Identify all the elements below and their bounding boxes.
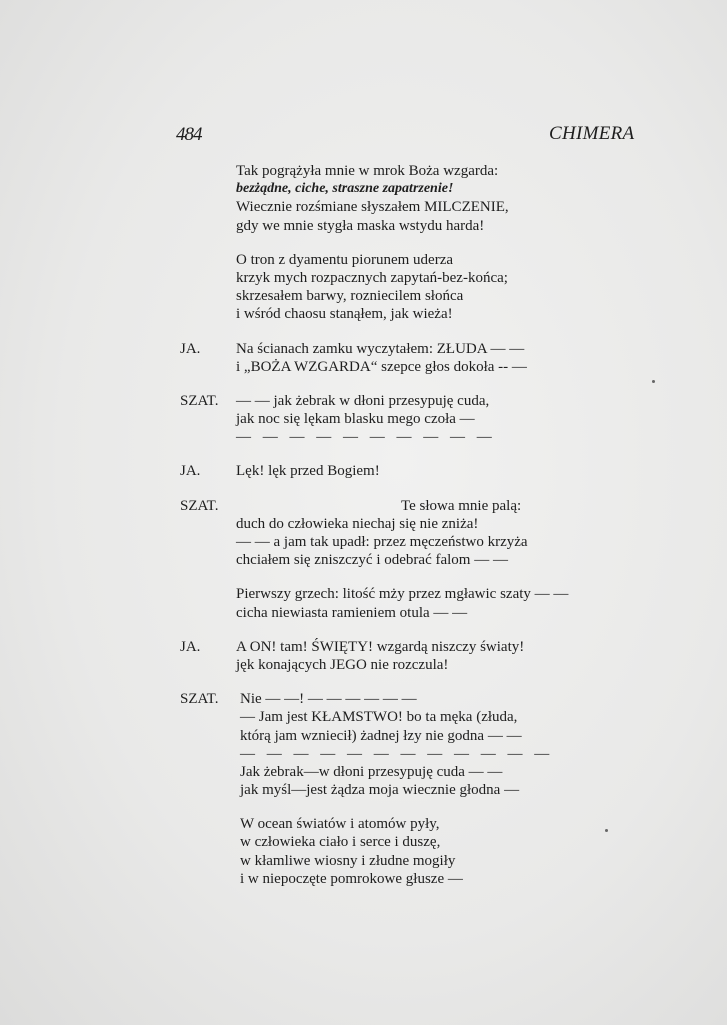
- speaker-label: [180, 870, 236, 888]
- speaker-label: [180, 358, 236, 376]
- speaker-label: [180, 269, 236, 287]
- speaker-label: [180, 727, 236, 745]
- verse-row: [180, 251, 650, 269]
- verse-row: [180, 515, 650, 533]
- speaker-label: [180, 815, 236, 833]
- speaker-label: SZAT.: [180, 691, 219, 708]
- dialogue-block: [180, 392, 650, 447]
- speaker-label: [180, 585, 236, 603]
- verse-line: Tak pogrążyła mnie w mrok Boża wzgarda:: [236, 163, 499, 179]
- dialogue-block: [180, 497, 650, 570]
- page-number: 484: [176, 124, 202, 145]
- speaker-label: [180, 217, 236, 235]
- speaker-label: [180, 162, 236, 180]
- verse-line: Pierwszy grzech: litość mży przez mgławic szaty — —: [236, 586, 569, 603]
- verse-line: duch do człowieka niechaj się nie zniża!: [236, 515, 479, 532]
- verse-line: bezżądne, ciche, straszne zapatrzenie!: [236, 181, 454, 197]
- speaker-label: [180, 428, 236, 446]
- speaker-label: [180, 515, 236, 533]
- verse-row: [180, 638, 650, 656]
- verse-line: — — jak żebrak w dłoni przesypuję cuda,: [236, 392, 490, 409]
- speaker-label: SZAT.: [180, 392, 219, 409]
- verse-line: Nie — —! — — — — — —: [240, 691, 417, 708]
- verse-row: [180, 217, 650, 235]
- speaker-label: [180, 852, 236, 870]
- dialogue-block: [180, 462, 650, 480]
- running-head: CHIMERA: [549, 123, 635, 144]
- dialogue-block: [180, 638, 650, 674]
- verse-line: Te słowa mnie palą:: [401, 497, 522, 514]
- dash-line: — — — — — — — — — — — —: [240, 745, 554, 762]
- verse-row: [180, 533, 650, 551]
- stanza: [180, 815, 650, 888]
- verse-row: [180, 833, 650, 851]
- verse-row: [180, 428, 650, 446]
- verse-line: Lęk! lęk przed Bogiem!: [236, 463, 380, 480]
- paper-speck: [605, 829, 608, 832]
- verse-row: [180, 708, 650, 726]
- verse-row: [180, 358, 650, 376]
- speaker-label: [180, 551, 236, 569]
- verse-line: Wiecznie rozśmiane słyszałem MILCZENIE,: [236, 199, 509, 216]
- speaker-label: JA.: [180, 340, 201, 357]
- paper-speck: [652, 380, 655, 383]
- verse-line: Na ścianach zamku wyczytałem: ZŁUDA — —: [236, 340, 525, 357]
- verse-line: A ON! tam! ŚWIĘTY! wzgardą niszczy światy!: [236, 638, 525, 655]
- verse-row: [180, 852, 650, 870]
- speaker-label: [180, 833, 236, 851]
- speaker-label: [180, 745, 236, 763]
- verse-line: skrzesałem barwy, rozniecilem słońca: [236, 288, 464, 305]
- verse-row: [180, 870, 650, 888]
- verse-row: [180, 180, 650, 198]
- speaker-label: SZAT.: [180, 497, 219, 514]
- speaker-label: [180, 763, 236, 781]
- verse-row: [180, 162, 650, 180]
- dialogue-block: [180, 340, 650, 376]
- verse-line: W ocean światów i atomów pyły,: [240, 816, 440, 833]
- verse-line: i wśród chaosu stanąłem, jak wieża!: [236, 306, 453, 323]
- verse-row: [180, 198, 650, 216]
- verse-row: [180, 656, 650, 674]
- speaker-label: [180, 656, 236, 674]
- stanza: [180, 251, 650, 324]
- speaker-label: [180, 251, 236, 269]
- verse-row: [180, 551, 650, 569]
- verse-row: [180, 287, 650, 305]
- verse-row: [180, 727, 650, 745]
- verse-line: gdy we mnie stygła maska wstydu harda!: [236, 217, 485, 234]
- verse-row: [180, 340, 650, 358]
- verse-line: którą jam wzniecił) żadnej łzy nie godna — —: [240, 727, 522, 744]
- verse-row: [180, 392, 650, 410]
- verse-line: w człowieka ciało i serce i duszę,: [240, 834, 441, 851]
- speaker-label: JA.: [180, 463, 201, 480]
- dialogue-block: [180, 690, 650, 799]
- speaker-label: [180, 781, 236, 799]
- verse-line: O tron z dyamentu piorunem uderza: [236, 251, 454, 268]
- speaker-label: [180, 604, 236, 622]
- verse-row: [180, 497, 650, 515]
- stanza: [180, 585, 650, 621]
- verse-line: jak myśl—jest żądza moja wiecznie głodna —: [240, 782, 520, 799]
- verse-line: cicha niewiasta ramieniem otula — —: [236, 604, 468, 621]
- verse-row: [180, 410, 650, 428]
- verse-line: jak noc się lękam blasku mego czoła —: [236, 411, 475, 428]
- speaker-label: [180, 180, 236, 198]
- dash-line: — — — — — — — — — —: [236, 429, 496, 446]
- verse-line: i „BOŻA WZGARDA“ szepce głos dokoła -- —: [236, 358, 527, 375]
- verse-line: w kłamliwe wiosny i złudne mogiły: [240, 852, 456, 869]
- verse-row: [180, 604, 650, 622]
- stanza: [180, 162, 650, 235]
- speaker-label: [180, 305, 236, 323]
- verse-row: [180, 781, 650, 799]
- verse-row: [180, 585, 650, 603]
- verse-row: [180, 305, 650, 323]
- verse-row: [180, 269, 650, 287]
- speaker-label: [180, 287, 236, 305]
- verse-line: — Jam jest KŁAMSTWO! bo ta męka (złuda,: [240, 709, 518, 726]
- verse-row: [180, 815, 650, 833]
- speaker-label: [180, 708, 236, 726]
- poem-text: [180, 162, 650, 904]
- speaker-label: [180, 410, 236, 428]
- verse-row: [180, 690, 650, 708]
- verse-line: Jak żebrak—w dłoni przesypuję cuda — —: [240, 763, 503, 780]
- verse-row: [180, 462, 650, 480]
- verse-line: i w niepoczęte pomrokowe głusze —: [240, 870, 463, 887]
- verse-row: [180, 763, 650, 781]
- verse-row: [180, 745, 650, 763]
- verse-line: chciałem się zniszczyć i odebrać falom — —: [236, 552, 508, 569]
- speaker-label: [180, 198, 236, 216]
- verse-line: — — a jam tak upadł: przez męczeństwo krzyża: [236, 534, 528, 550]
- speaker-label: JA.: [180, 638, 201, 655]
- verse-line: krzyk mych rozpacznych zapytań-bez-końca;: [236, 269, 508, 286]
- speaker-label: [180, 533, 236, 551]
- verse-line: jęk konających JEGO nie rozczula!: [236, 656, 449, 673]
